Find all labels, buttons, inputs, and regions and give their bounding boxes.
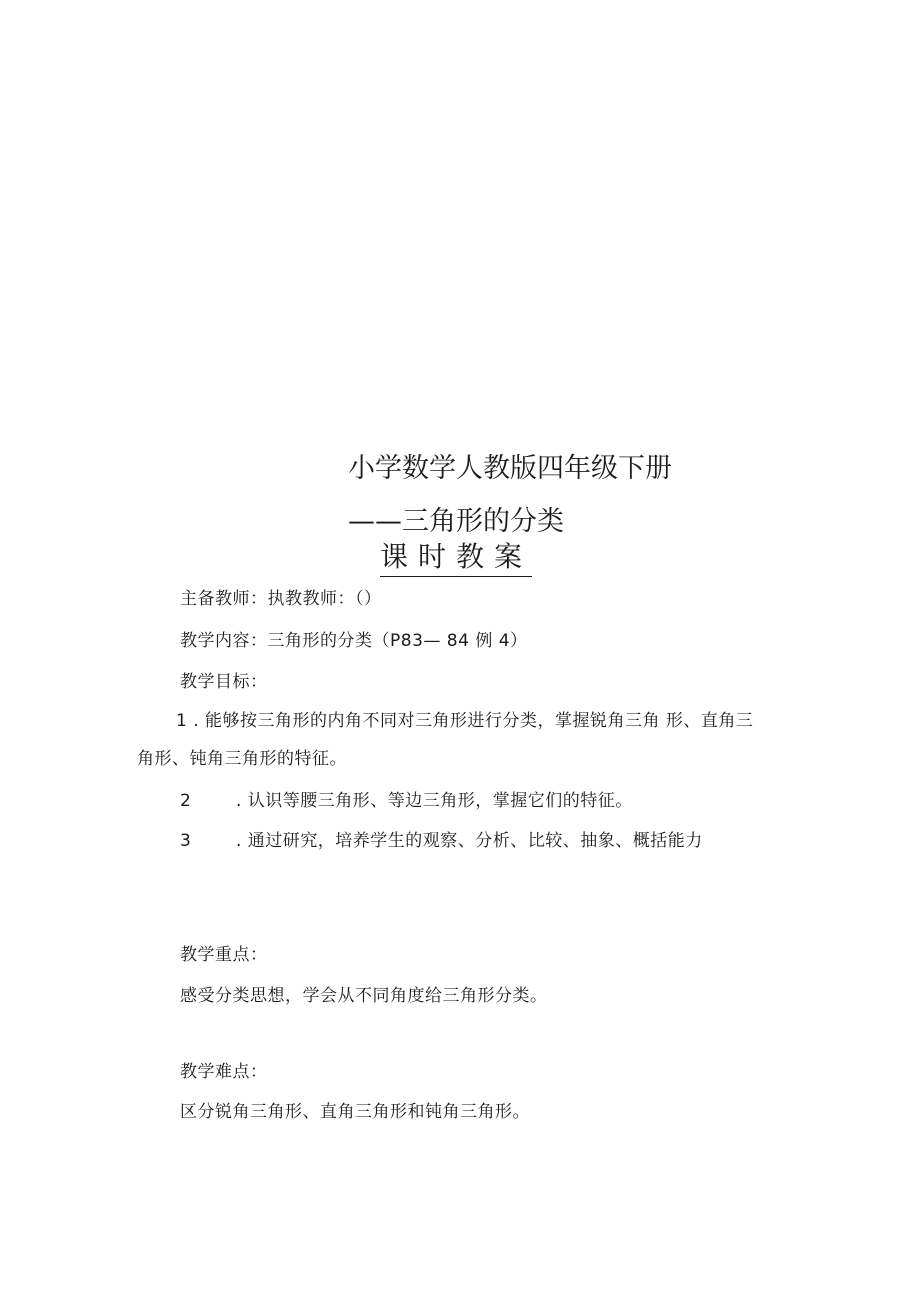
- goal-item-3-text: . 通过研究，培养学生的观察、分析、比较、抽象、概括能力: [236, 831, 703, 851]
- key-points-heading: 教学重点：: [180, 945, 268, 965]
- difficulties-text: 区分锐角三角形、直角三角形和钝角三角形。: [180, 1102, 530, 1122]
- lesson-plan-heading: 课时教案: [380, 535, 532, 577]
- goal-item-3: [180, 826, 703, 851]
- goal-item-1-line-2: 角形、钝角三角形的特征。: [137, 749, 347, 769]
- goal-item-2-number: 2: [180, 791, 192, 811]
- goal-item-2: [180, 786, 633, 811]
- goals-heading: 教学目标：: [180, 672, 268, 692]
- teachers-line: 主备教师：执教教师：（）: [180, 589, 382, 609]
- key-points-text: 感受分类思想，学会从不同角度给三角形分类。: [180, 986, 548, 1006]
- goal-item-2-text: . 认识等腰三角形、等边三角形，掌握它们的特征。: [236, 791, 633, 811]
- goal-item-1-line-1: 1 . 能够按三角形的内角不同对三角形进行分类，掌握锐角三角 形、直角三: [176, 711, 754, 731]
- goal-item-3-number: 3: [180, 831, 192, 851]
- teaching-content-line: 教学内容：三角形的分类（P83— 84 例 4）: [180, 631, 528, 651]
- document-subtitle: ——三角形的分类: [348, 506, 564, 537]
- difficulties-heading: 教学难点：: [180, 1062, 268, 1082]
- document-title: 小学数学人教版四年级下册: [348, 453, 672, 484]
